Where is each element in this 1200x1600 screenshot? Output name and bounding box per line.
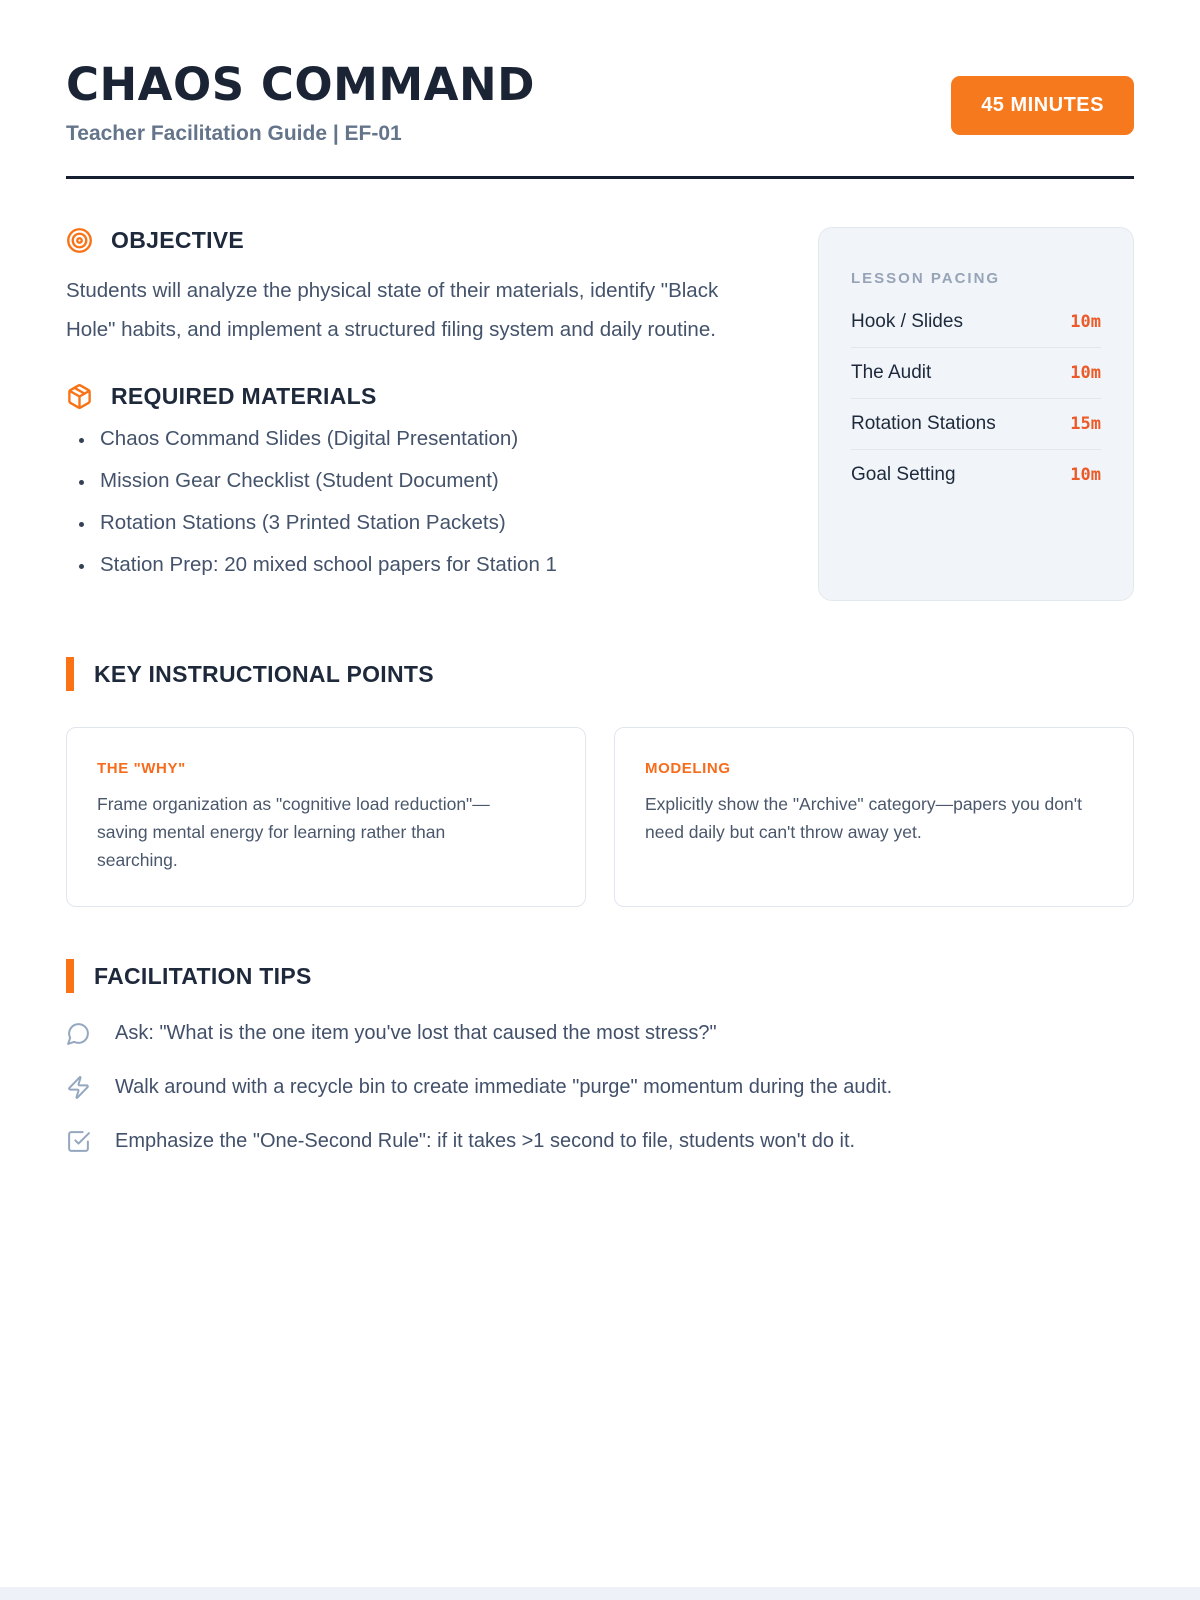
facilitation-tips-section — [66, 959, 1134, 1155]
lesson-pacing-card — [818, 227, 1134, 601]
tips-heading-row — [66, 959, 1134, 993]
objective-heading: OBJECTIVE — [111, 227, 245, 253]
key-points-heading-row — [66, 657, 1134, 691]
page-footer-strip — [0, 1587, 1200, 1600]
key-point-card-modeling — [614, 727, 1134, 907]
main-content — [66, 227, 1134, 601]
materials-heading: REQUIRED MATERIALS — [111, 383, 377, 409]
key-point-card-body: Frame organization as "cognitive load reduction"—saving mental energy for learning rather than searching. — [97, 794, 490, 870]
objective-section — [66, 227, 780, 349]
pacing-row — [851, 450, 1101, 500]
pacing-label: The Audit — [851, 362, 932, 383]
page-title: CHAOS COMMAND — [66, 58, 536, 111]
key-points-section — [66, 657, 1134, 907]
package-icon — [66, 383, 93, 410]
duration-badge: 45 MINUTES — [951, 76, 1134, 135]
header-divider — [66, 176, 1134, 179]
header — [66, 58, 1134, 146]
page-subtitle: Teacher Facilitation Guide | EF-01 — [66, 122, 402, 145]
tips-heading: FACILITATION TIPS — [94, 962, 312, 989]
pacing-row — [851, 297, 1101, 348]
speech-bubble-icon — [66, 1021, 91, 1046]
pacing-label: Hook / Slides — [851, 311, 963, 332]
section-accent-bar — [66, 657, 74, 691]
pacing-title: LESSON PACING — [851, 270, 1001, 287]
materials-list — [66, 427, 780, 577]
pacing-time: 10m — [1070, 465, 1101, 485]
section-accent-bar — [66, 959, 74, 993]
key-point-card-body: Explicitly show the "Archive" category—papers you don't need daily but can't throw away yet. — [645, 794, 1082, 842]
pacing-label: Rotation Stations — [851, 413, 996, 434]
materials-item: • Station Prep: 20 mixed school papers for Station 1 — [96, 553, 780, 577]
left-column — [66, 227, 780, 601]
key-point-card-why — [66, 727, 586, 907]
lightning-icon — [66, 1075, 91, 1100]
tip-text: Ask: "What is the one item you've lost that caused the most stress?" — [115, 1022, 717, 1044]
key-point-card-title: THE "WHY" — [97, 760, 186, 777]
pacing-label: Goal Setting — [851, 464, 956, 485]
pacing-row — [851, 348, 1101, 399]
pacing-time: 10m — [1070, 363, 1101, 383]
tip-row — [66, 1020, 1134, 1047]
pacing-time: 15m — [1070, 414, 1101, 434]
objective-body: Students will analyze the physical state of their materials, identify "Black Hole" habits, and implement a structured filing system and daily routine. — [66, 279, 719, 341]
header-text-block — [66, 58, 536, 146]
materials-item: • Chaos Command Slides (Digital Presentation) — [96, 427, 780, 451]
pacing-time: 10m — [1070, 312, 1101, 332]
pacing-row — [851, 399, 1101, 450]
tip-row — [66, 1074, 1134, 1101]
check-square-icon — [66, 1129, 91, 1154]
materials-item: • Mission Gear Checklist (Student Document) — [96, 469, 780, 493]
materials-heading-row — [66, 383, 780, 410]
materials-section — [66, 383, 780, 577]
key-point-card-title: MODELING — [645, 760, 731, 777]
materials-item: • Rotation Stations (3 Printed Station Packets) — [96, 511, 780, 535]
key-points-cards — [66, 727, 1134, 907]
target-icon — [66, 227, 93, 254]
objective-heading-row — [66, 227, 780, 254]
tip-text: Walk around with a recycle bin to create immediate "purge" momentum during the audit. — [115, 1076, 893, 1098]
tip-text: Emphasize the "One-Second Rule": if it takes >1 second to file, students won't do it. — [115, 1130, 856, 1152]
tip-row — [66, 1128, 1134, 1155]
key-points-heading: KEY INSTRUCTIONAL POINTS — [94, 660, 434, 687]
